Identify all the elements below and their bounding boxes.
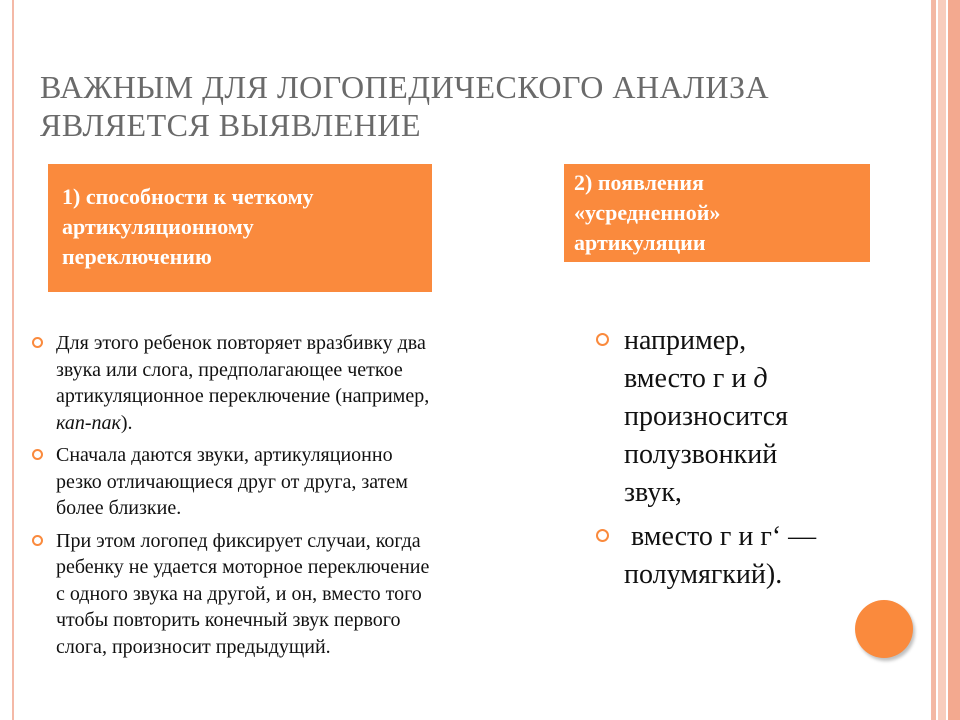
box-line: 2) появления [574,170,704,195]
circle-bullet-icon [32,535,43,546]
edge-stripe [938,0,946,720]
orange-box-articulation-switching [48,164,432,292]
list-item-line: звука или слога, предполагающее четкое [56,358,403,381]
list-item-tail: ). [120,411,133,434]
italic-letter: д [753,363,768,394]
box-line: 1) способности к четкому [62,184,314,209]
box-line: переключению [62,244,212,269]
list-item-line: полумягкий). [624,559,783,590]
list-item-line: с одного звука на другой, и он, вместо того [56,582,422,605]
circle-bullet-icon [596,529,609,542]
list-item [28,330,573,436]
list-item-line [624,360,892,398]
list-item-line: звук, [624,477,682,508]
title-line: ВАЖНЫМ ДЛЯ ЛОГОПЕДИЧЕСКОГО АНАЛИЗА [40,69,770,105]
circle-bullet-icon [32,449,43,460]
right-bullet-list [592,322,892,600]
list-item-text: вместо г и [624,363,754,394]
list-item [592,518,892,594]
list-item-line: более близкие. [56,497,182,519]
list-item [592,322,892,512]
box-line: «усредненной» [574,200,721,225]
list-item-line: артикуляционное переключение (например, [56,385,430,407]
list-item-line: Для этого ребенок повторяет вразбивку два [56,332,426,354]
left-bullet-list [28,330,573,666]
list-item-line: вместо г и г‘ — [624,521,817,552]
decorative-orange-circle [855,600,913,658]
list-item-line: ребенку не удается моторное переключение [56,556,430,578]
title-line: ЯВЛЯЕТСЯ ВЫЯВЛЕНИЕ [40,107,422,143]
orange-box-averaged-articulation [564,164,870,262]
edge-stripe [948,0,960,720]
box-line: артикуляционному [62,214,254,239]
list-item-line: При этом логопед фиксирует случаи, когда [56,529,421,552]
list-item-line: резко отличающиеся друг от друга, затем [56,470,408,493]
circle-bullet-icon [32,337,43,348]
edge-stripe [932,0,936,720]
list-item [28,442,573,522]
list-item [28,528,573,661]
edge-stripes [932,0,960,720]
italic-example: кап-пак [56,411,121,434]
list-item-line [56,410,573,437]
list-item-line: Сначала даются звуки, артикуляционно [56,444,393,466]
box-line: артикуляции [574,230,706,255]
list-item-line: например, [624,325,747,356]
list-item-line: чтобы повторить конечный звук первого [56,609,401,631]
list-item-line: полузвонкий [624,439,778,470]
list-item-line: произносится [624,401,789,432]
list-item-line: слога, произносит предыдущий. [56,635,331,658]
slide-title [40,68,880,144]
circle-bullet-icon [596,333,609,346]
